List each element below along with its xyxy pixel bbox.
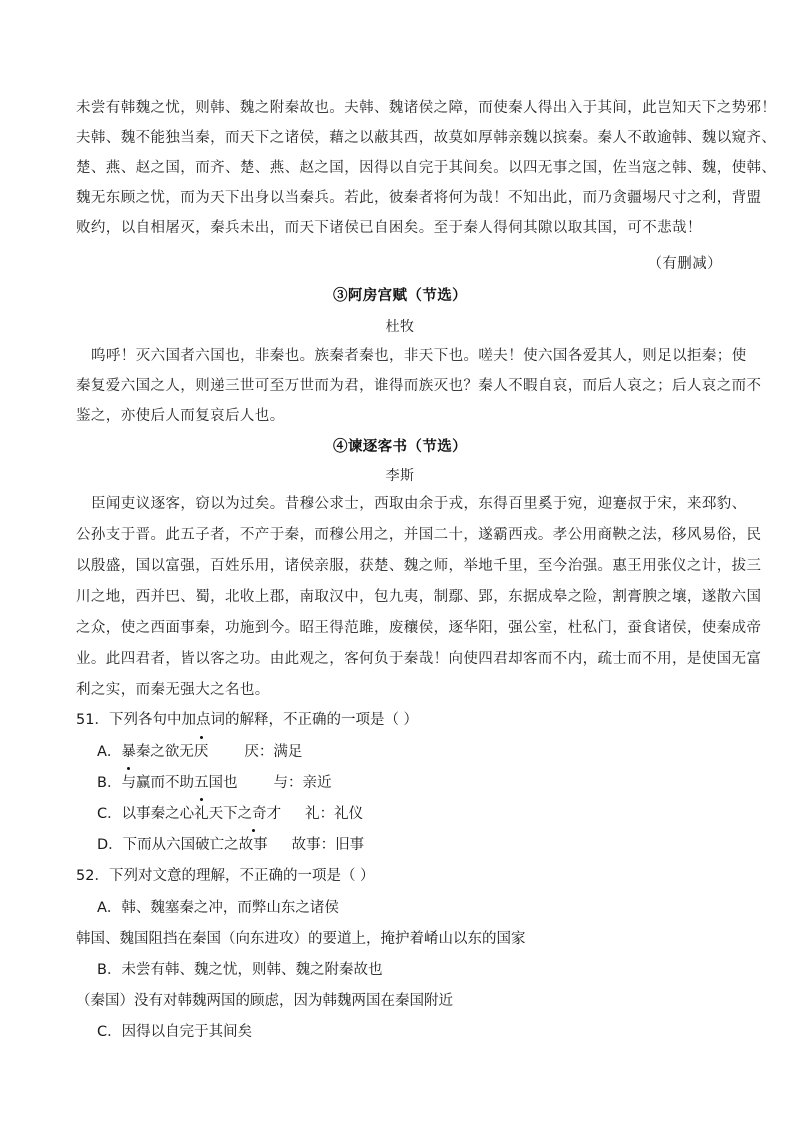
passage-line: 利之实，而秦无强大之名也。 (76, 682, 270, 698)
option-explanation: （秦国）没有对韩魏两国的顾虑，因为韩魏两国在秦国附近 (76, 993, 453, 1009)
option-text: D．下而从六国破亡之 (97, 837, 239, 853)
option-text: C．以事秦之心 (97, 806, 195, 822)
option-text: 赢而不助五国也 (135, 775, 238, 791)
option-explanation: 礼：礼仪 (305, 806, 364, 822)
question-52-option-a: A．韩、魏塞秦之冲，而弊山东之诸侯 (97, 900, 339, 916)
option-explanation: 韩国、魏国阻挡在秦国（向东进攻）的要道上，掩护着崤山以东的国家 (76, 931, 526, 947)
emphasis-dotted-word: 礼 (194, 802, 209, 823)
section-author: 李斯 (385, 468, 415, 484)
passage-line: 川之地，西并巴、蜀，北收上郡，南取汉中，包九夷，制鄢、郢，东据成皋之险，割膏腴之壤，遂散六国 (76, 589, 762, 605)
option-explanation: 故事：旧事 (291, 837, 365, 853)
question-51-option-b (97, 771, 331, 792)
option-explanation: 厌：满足 (244, 744, 303, 760)
option-text: 天下之奇才 (208, 806, 282, 822)
question-52-stem: 52．下列对文意的理解，不正确的一项是（ ） (76, 868, 375, 884)
section-title: ③阿房宫赋（节选） (332, 287, 468, 304)
emphasis-dotted-word: 与 (121, 771, 136, 792)
question-51-option-c (97, 802, 363, 823)
passage-line: 魏无东顾之忧，而为天下出身以当秦兵。若此，彼秦者将何为哉！不知出此，而乃贪疆埸尺寸之利，背盟 (76, 190, 762, 206)
option-text: A．暴秦之欲无 (97, 744, 194, 760)
emphasis-dotted-word: 故事 (239, 833, 268, 854)
passage-line: 业。此四君者，皆以客之功。由此观之，客何负于秦哉！向使四君却客而不内，疏士而不用，是使国无富 (76, 651, 762, 667)
question-51-option-d (97, 833, 364, 854)
passage-line: 公孙支于晋。此五子者，不产于秦，而穆公用之，并国二十，遂霸西戎。孝公用商鞅之法，移风易俗，民 (76, 527, 762, 543)
passage-line: 以殷盛，国以富强，百姓乐用，诸侯亲服，获楚、魏之师，举地千里，至今治强。惠王用张仪之计，拔三 (76, 558, 762, 574)
option-text: B． (97, 775, 122, 791)
passage-line: 呜呼！灭六国者六国也，非秦也。族秦者秦也，非天下也。嗟夫！使六国各爱其人，则足以拒秦；使 (91, 348, 747, 364)
option-explanation: 与：亲近 (273, 775, 332, 791)
passage-line: 夫韩、魏不能独当秦，而天下之诸侯，藉之以蔽其西，故莫如厚韩亲魏以摈秦。秦人不敢逾韩、魏以窥齐、 (76, 130, 777, 146)
abridged-note: （有删减） (647, 256, 722, 272)
emphasis-dotted-word: 厌 (194, 740, 209, 761)
question-52-option-c: C．因得以自完于其间矣 (97, 1024, 253, 1040)
passage-line: 未尝有韩魏之忧，则韩、魏之附秦故也。夫韩、魏诸侯之障，而使秦人得出入于其间，此岂知天下之势邪！ (76, 100, 777, 116)
passage-line: 之众，使之西面事秦，功施到今。昭王得范雎，废穰侯，逐华阳，强公室，杜私门，蚕食诸侯，使秦成帝 (76, 620, 762, 636)
passage-line: 秦复爱六国之人，则递三世可至万世而为君，谁得而族灭也？秦人不暇自哀，而后人哀之；后人哀之而不 (76, 378, 762, 394)
question-52-option-b: B．未尝有韩、魏之忧，则韩、魏之附秦故也 (97, 962, 383, 978)
question-51-option-a (97, 740, 302, 761)
passage-line: 楚、燕、赵之国，而齐、楚、燕、赵之国，因得以自完于其间矣。以四无事之国，佐当寇之韩、魏，使韩、 (76, 160, 777, 176)
section-author: 杜牧 (385, 319, 415, 335)
section-title: ④谏逐客书（节选） (332, 438, 468, 455)
passage-line: 鉴之，亦使后人而复哀后人也。 (76, 408, 285, 424)
passage-line: 败约，以自相屠灭，秦兵未出，而天下诸侯已自困矣。至于秦人得伺其隙以取其国，可不悲哉！ (76, 220, 702, 236)
passage-line: 臣闻吏议逐客，窃以为过矣。昔穆公求士，西取由余于戎，东得百里奚于宛，迎蹇叔于宋，来邳豹、 (91, 496, 747, 512)
question-51-stem: 51．下列各句中加点词的解释，不正确的一项是（ ） (76, 712, 419, 728)
